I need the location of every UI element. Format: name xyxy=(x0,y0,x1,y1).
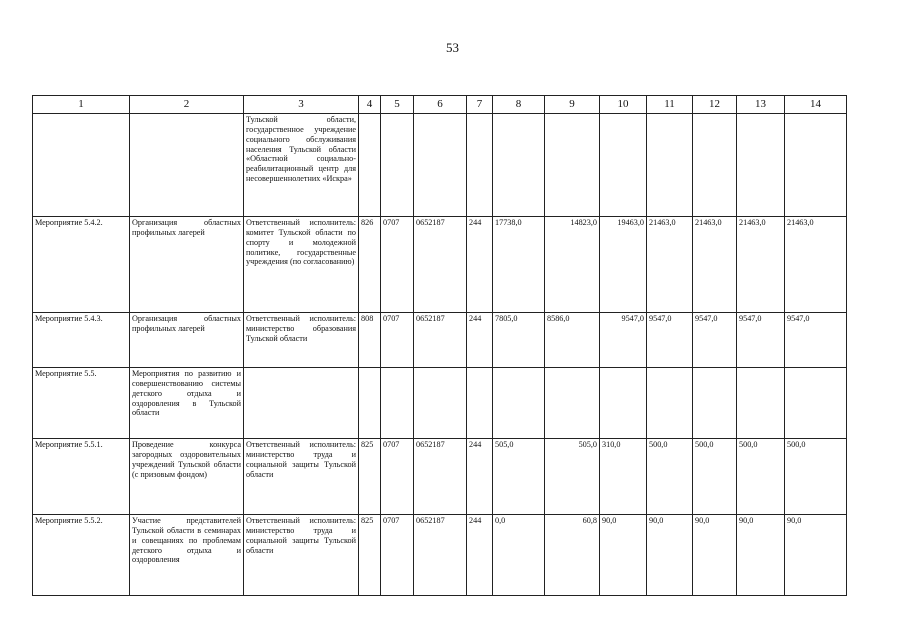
table-cell: 0,0 xyxy=(493,515,545,596)
table-cell xyxy=(359,114,381,217)
table-cell xyxy=(493,368,545,439)
table-cell: 7805,0 xyxy=(493,313,545,368)
column-header: 12 xyxy=(693,96,737,114)
column-header: 10 xyxy=(600,96,647,114)
measure-name-cell: Организация областных профильных лагерей xyxy=(130,313,244,368)
table-cell xyxy=(693,368,737,439)
table-cell: 500,0 xyxy=(737,439,785,515)
table-cell: 17738,0 xyxy=(493,217,545,313)
table-cell: 19463,0 xyxy=(600,217,647,313)
table-cell: 90,0 xyxy=(693,515,737,596)
header-row xyxy=(33,96,847,114)
table-cell: 0652187 xyxy=(414,515,467,596)
table-cell: 0707 xyxy=(381,217,414,313)
table-cell: 500,0 xyxy=(693,439,737,515)
table-cell xyxy=(33,114,130,217)
executor-cell: Ответственный исполнитель: министерство труда и социальной защиты Тульской области xyxy=(244,515,359,596)
table-cell: 826 xyxy=(359,217,381,313)
table-cell: 0707 xyxy=(381,439,414,515)
table-cell xyxy=(600,368,647,439)
table-cell: 244 xyxy=(467,439,493,515)
table-cell xyxy=(785,114,847,217)
budget-table xyxy=(32,95,847,596)
table-cell: 310,0 xyxy=(600,439,647,515)
table-cell: 505,0 xyxy=(493,439,545,515)
table-cell xyxy=(381,114,414,217)
measure-id-cell: Мероприятие 5.5. xyxy=(33,368,130,439)
table-cell: 21463,0 xyxy=(785,217,847,313)
table-cell xyxy=(647,114,693,217)
table-cell: 9547,0 xyxy=(647,313,693,368)
column-header: 5 xyxy=(381,96,414,114)
measure-id-cell: Мероприятие 5.5.2. xyxy=(33,515,130,596)
executor-cell: Ответственный исполнитель: министерство образования Тульской области xyxy=(244,313,359,368)
column-header: 4 xyxy=(359,96,381,114)
executor-cell xyxy=(244,368,359,439)
table-cell xyxy=(693,114,737,217)
table-cell: 500,0 xyxy=(785,439,847,515)
table-cell xyxy=(467,368,493,439)
table-cell: 90,0 xyxy=(647,515,693,596)
table-cell: 244 xyxy=(467,313,493,368)
column-header: 3 xyxy=(244,96,359,114)
table-cell: 0707 xyxy=(381,313,414,368)
table-cell xyxy=(647,368,693,439)
table-cell: 0652187 xyxy=(414,313,467,368)
measure-id-cell: Мероприятие 5.4.2. xyxy=(33,217,130,313)
column-header: 13 xyxy=(737,96,785,114)
table-cell xyxy=(414,114,467,217)
table-cell: 0652187 xyxy=(414,217,467,313)
table-cell: 21463,0 xyxy=(647,217,693,313)
executor-cell: Ответственный исполнитель: министерство труда и социальной защиты Тульской области xyxy=(244,439,359,515)
table-cell xyxy=(737,368,785,439)
table-cell: 505,0 xyxy=(545,439,600,515)
table-cell: 244 xyxy=(467,217,493,313)
table-cell: 9547,0 xyxy=(600,313,647,368)
table-cell xyxy=(130,114,244,217)
page-number: 53 xyxy=(446,40,459,55)
table-cell: 9547,0 xyxy=(785,313,847,368)
table-row xyxy=(33,313,847,368)
table-row xyxy=(33,217,847,313)
measure-name-cell: Организация областных профильных лагерей xyxy=(130,217,244,313)
table-cell: 90,0 xyxy=(785,515,847,596)
table-cell: 825 xyxy=(359,439,381,515)
table-cell: 90,0 xyxy=(737,515,785,596)
table-cell xyxy=(493,114,545,217)
table-cell: 21463,0 xyxy=(693,217,737,313)
table-cell: 825 xyxy=(359,515,381,596)
table-cell: 9547,0 xyxy=(693,313,737,368)
column-header: 14 xyxy=(785,96,847,114)
measure-id-cell: Мероприятие 5.4.3. xyxy=(33,313,130,368)
table-cell: 0707 xyxy=(381,515,414,596)
table-cell: 14823,0 xyxy=(545,217,600,313)
table-cell: Тульской области, государственное учреждение социального обслуживания населения Тульской области «Областной социально-реабилитационный центр для несовершеннолетних «Искра» xyxy=(244,114,359,217)
table-cell xyxy=(785,368,847,439)
table-row xyxy=(33,114,847,217)
table-cell: 244 xyxy=(467,515,493,596)
table-row xyxy=(33,368,847,439)
column-header: 6 xyxy=(414,96,467,114)
table-cell xyxy=(545,114,600,217)
table-cell: 808 xyxy=(359,313,381,368)
column-header: 8 xyxy=(493,96,545,114)
table-cell xyxy=(467,114,493,217)
measure-name-cell: Участие представителей Тульской области в семинарах и совещаниях по проблемам детского отдыха и оздоровления xyxy=(130,515,244,596)
table-cell xyxy=(600,114,647,217)
table-cell xyxy=(737,114,785,217)
table-cell: 0652187 xyxy=(414,439,467,515)
table-row xyxy=(33,439,847,515)
table-cell xyxy=(414,368,467,439)
table-cell: 90,0 xyxy=(600,515,647,596)
column-header: 9 xyxy=(545,96,600,114)
table-row xyxy=(33,515,847,596)
table-cell xyxy=(381,368,414,439)
table-cell xyxy=(359,368,381,439)
table-cell: 8586,0 xyxy=(545,313,600,368)
column-header: 2 xyxy=(130,96,244,114)
measure-id-cell: Мероприятие 5.5.1. xyxy=(33,439,130,515)
table-cell: 9547,0 xyxy=(737,313,785,368)
table-cell: 500,0 xyxy=(647,439,693,515)
table-cell: 21463,0 xyxy=(737,217,785,313)
table-cell xyxy=(545,368,600,439)
measure-name-cell: Мероприятия по развитию и совершенствованию системы детского отдыха и оздоровления в Тульской области xyxy=(130,368,244,439)
table-cell: 60,8 xyxy=(545,515,600,596)
column-header: 1 xyxy=(33,96,130,114)
measure-name-cell: Проведение конкурса загородных оздоровительных учреждений Тульской области (с призовым фондом) xyxy=(130,439,244,515)
column-header: 7 xyxy=(467,96,493,114)
executor-cell: Ответственный исполнитель: комитет Тульской области по спорту и молодежной политике, государственные учреждения (по согласованию) xyxy=(244,217,359,313)
column-header: 11 xyxy=(647,96,693,114)
